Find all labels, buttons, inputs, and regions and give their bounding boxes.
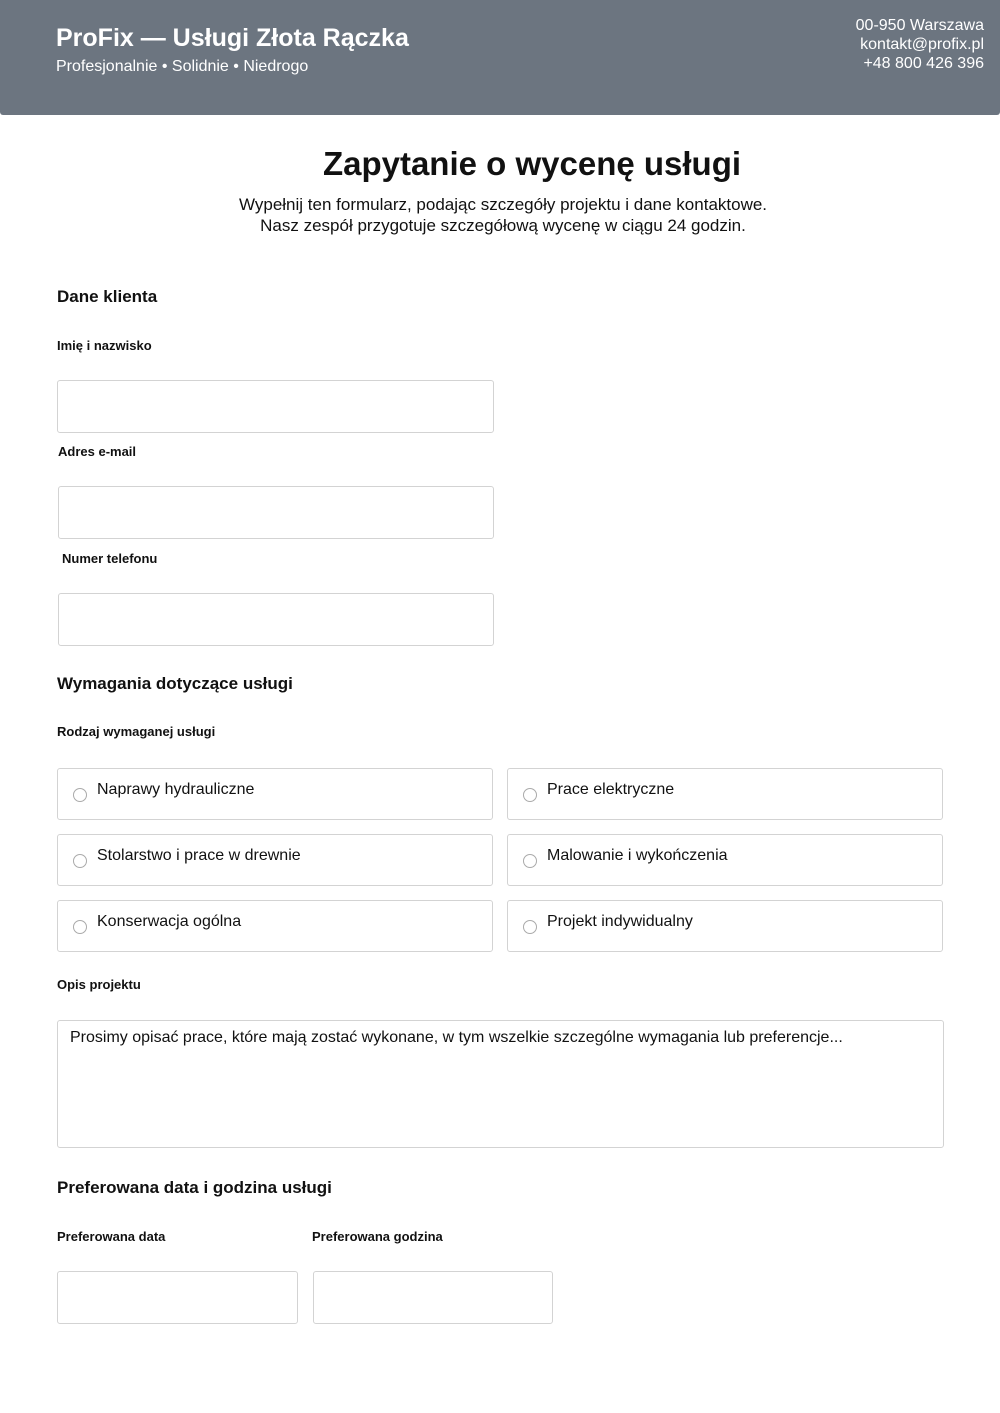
intro-line-2: Nasz zespół przygotuje szczegółową wycenę w ciągu 24 godzin.	[260, 216, 746, 235]
date-label: Preferowana data	[57, 1229, 166, 1244]
site-header	[0, 0, 1000, 115]
time-label: Preferowana godzina	[312, 1229, 443, 1244]
name-input[interactable]	[57, 380, 494, 433]
service-option-maintenance[interactable]	[57, 900, 493, 952]
email-input[interactable]	[58, 486, 494, 539]
service-option-custom[interactable]	[507, 900, 943, 952]
radio-button[interactable]	[523, 788, 537, 802]
date-input[interactable]	[57, 1271, 298, 1324]
phone-label: Numer telefonu	[62, 551, 158, 566]
brand-title: ProFix — Usługi Złota Rączka	[56, 24, 409, 52]
description-textarea[interactable]	[57, 1020, 944, 1148]
schedule-section-heading: Preferowana data i godzina usługi	[57, 1178, 332, 1197]
service-option-electrical[interactable]	[507, 768, 943, 820]
contact-email: kontakt@profix.pl	[860, 36, 984, 53]
service-option-label: Prace elektryczne	[547, 781, 675, 798]
service-option-plumbing[interactable]	[57, 768, 493, 820]
radio-button[interactable]	[73, 920, 87, 934]
service-section-heading: Wymagania dotyczące usługi	[57, 674, 293, 693]
page-title: Zapytanie o wycenę usługi	[322, 145, 742, 182]
phone-input[interactable]	[58, 593, 494, 646]
brand-tagline: Profesjonalnie • Solidnie • Niedrogo	[56, 58, 309, 75]
name-label: Imię i nazwisko	[57, 338, 152, 353]
contact-info	[856, 16, 984, 73]
contact-phone: +48 800 426 396	[863, 55, 984, 72]
service-option-label: Stolarstwo i prace w drewnie	[97, 847, 301, 864]
service-option-painting[interactable]	[507, 834, 943, 886]
radio-button[interactable]	[73, 854, 87, 868]
radio-button[interactable]	[73, 788, 87, 802]
radio-button[interactable]	[523, 854, 537, 868]
description-label: Opis projektu	[57, 977, 141, 992]
time-input[interactable]	[313, 1271, 553, 1324]
service-option-label: Konserwacja ogólna	[97, 913, 242, 930]
service-option-label: Projekt indywidualny	[547, 913, 693, 930]
intro-line-1: Wypełnij ten formularz, podając szczegóły projektu i dane kontaktowe.	[238, 195, 768, 214]
email-label: Adres e-mail	[58, 444, 137, 459]
service-option-carpentry[interactable]	[57, 834, 493, 886]
service-option-label: Naprawy hydrauliczne	[97, 781, 255, 798]
service-type-label: Rodzaj wymaganej usługi	[57, 724, 216, 739]
service-option-label: Malowanie i wykończenia	[547, 847, 728, 864]
client-section-heading: Dane klienta	[57, 287, 158, 306]
radio-button[interactable]	[523, 920, 537, 934]
contact-address: 00-950 Warszawa	[855, 17, 984, 34]
page-intro	[0, 194, 1000, 236]
